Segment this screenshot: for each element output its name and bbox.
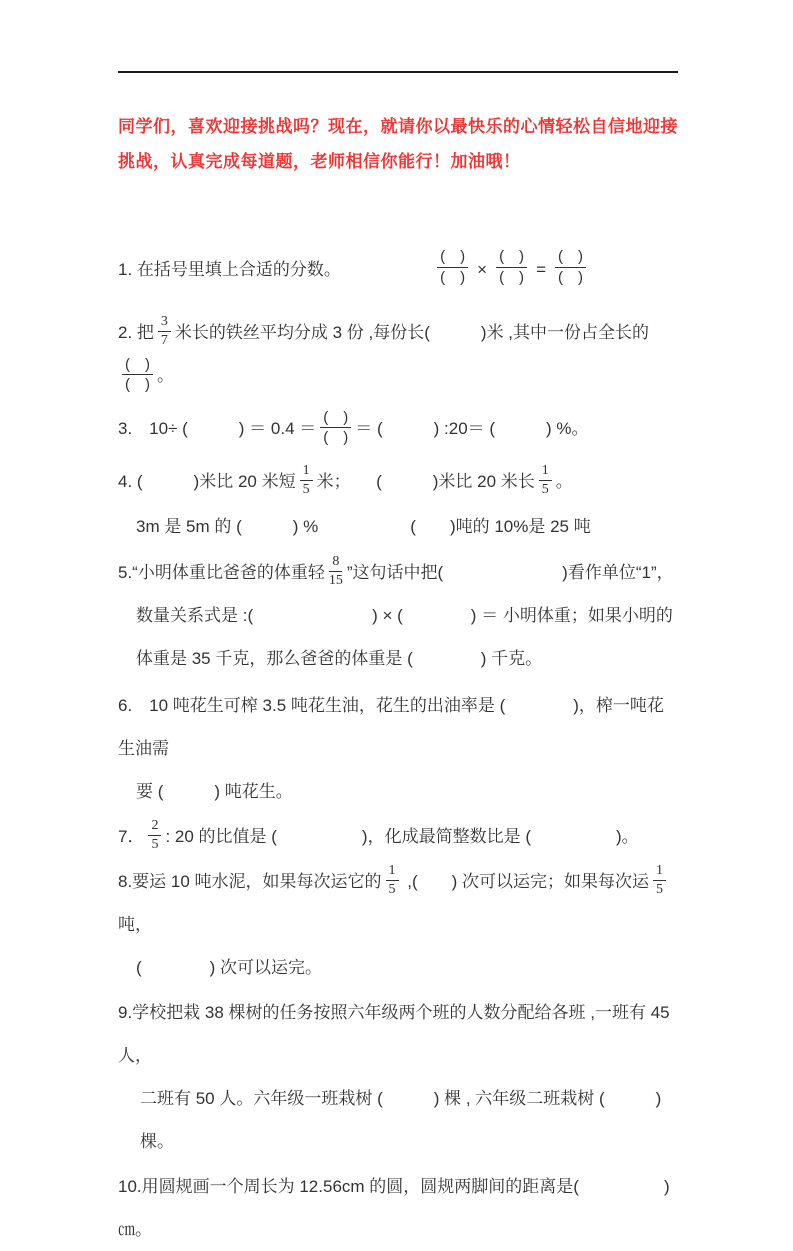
question-2-text — [118, 313, 650, 394]
intro-paragraph — [118, 109, 678, 179]
question-5-part2: ”这句话中把( )看作单位“1”， — [346, 563, 674, 582]
question-2-part2: 米长的铁丝平均分成 3 份 ,每份长( )米 ,其中一份占全长的 — [174, 323, 650, 342]
fraction-denominator: 5 — [541, 482, 549, 498]
question-6 — [118, 684, 678, 813]
question-7-text — [118, 817, 639, 853]
fraction-numerator: ( ) — [496, 248, 527, 267]
blank-fraction — [496, 248, 527, 286]
fraction-denominator: 5 — [302, 482, 310, 498]
fraction-numerator: ( ) — [437, 248, 468, 267]
question-10-line1: 10.用圆规画一个周长为 12.56cm 的圆，圆规两脚间的距离是( )㎝。 — [118, 1177, 670, 1239]
blank-fraction — [320, 409, 351, 447]
question-3-text — [118, 408, 589, 447]
question-4-part2: 米； ( )米比 20 米长 — [316, 472, 535, 491]
fraction-numerator: ( ) — [320, 409, 351, 428]
question-9-line1: 9.学校把栽 38 棵树的任务按照六年级两个班的人数分配给各班 ,一班有 45 人， — [118, 1003, 675, 1065]
question-5-line2: 数量关系式是 :( ) × ( ) ＝ 小明体重；如果小明的 — [136, 606, 673, 625]
intro-text: 同学们，喜欢迎接挑战吗？现在，就请你以最快乐的心情轻松自信地迎接挑战，认真完成每道题，老师相信你能行！加油哦！ — [118, 117, 678, 171]
question-4-part1: 4. ( )米比 20 米短 — [118, 472, 296, 491]
fraction-numerator: 1 — [300, 463, 313, 481]
fraction-denominator: 5 — [151, 837, 159, 853]
question-2 — [118, 311, 678, 397]
question-1-label: 1. — [118, 259, 133, 279]
fraction-3-7 — [158, 314, 171, 349]
fraction-1-5 — [539, 463, 552, 498]
blank-fraction — [555, 248, 586, 286]
question-1-expression — [433, 248, 590, 291]
question-2-part1: 2. 把 — [118, 323, 154, 342]
question-6-line1: 6. 10 吨花生可榨 3.5 吨花生油，花生的出油率是 ( )，榨一吨花生油需 — [118, 696, 664, 758]
blank-fraction — [122, 356, 153, 394]
equals-operator: = — [536, 259, 546, 279]
fraction-numerator: ( ) — [555, 248, 586, 267]
percent-line-left: 3m 是 5m 的 ( ) % — [136, 517, 319, 536]
question-7-part1: 7． — [118, 827, 145, 846]
question-1-prompt: 在括号里填上合适的分数。 — [136, 259, 341, 279]
fraction-1-5 — [300, 463, 313, 498]
worksheet-page — [0, 71, 793, 1251]
question-4-text — [118, 462, 573, 498]
question-5-line3: 体重是 35 千克，那么爸爸的体重是 ( ) 千克。 — [136, 649, 543, 668]
question-3 — [118, 407, 678, 450]
question-4 — [118, 460, 678, 503]
fraction-numerator: 1 — [653, 863, 666, 881]
question-5-line1 — [118, 551, 678, 594]
fraction-2-5 — [148, 818, 161, 853]
fraction-denominator: ( ) — [558, 268, 583, 286]
fraction-numerator: ( ) — [122, 356, 153, 375]
fraction-denominator: ( ) — [499, 268, 525, 286]
question-4-part3: 。 — [555, 472, 573, 491]
fraction-denominator: 5 — [656, 882, 664, 898]
fraction-denominator: ( ) — [323, 429, 349, 447]
question-8-line2: ( ) 次可以运完。 — [136, 958, 323, 977]
question-8-part1: 8.要运 10 吨水泥，如果每次运它的 — [118, 872, 382, 891]
question-8-part3: 吨， — [118, 915, 152, 934]
question-7-part2: : 20 的比值是 ( )，化成最简整数比是 ( )。 — [165, 827, 639, 846]
question-8 — [118, 860, 678, 989]
header-rule — [118, 71, 678, 73]
fraction-denominator: ( ) — [125, 376, 150, 394]
fraction-numerator: 1 — [539, 463, 552, 481]
fraction-1-5 — [386, 863, 399, 898]
question-2-part3: 。 — [157, 366, 174, 385]
question-3-part2: ＝ ( ) :20＝ ( ) %。 — [355, 419, 589, 438]
fraction-numerator: 8 — [329, 554, 342, 572]
fraction-8-15 — [329, 554, 343, 589]
fraction-denominator: ( ) — [440, 268, 466, 286]
question-3-part1: 3. 10÷ ( ) ＝ 0.4 ＝ — [118, 419, 317, 438]
question-9 — [118, 991, 678, 1163]
fraction-denominator: 7 — [160, 333, 168, 349]
question-7 — [118, 815, 678, 858]
multiply-operator: × — [477, 259, 488, 279]
question-6-line2: 要 ( ) 吨花生。 — [136, 782, 293, 801]
fraction-numerator: 3 — [158, 314, 171, 332]
question-5-part1: 5.“小明体重比爸爸的体重轻 — [118, 563, 325, 582]
question-9-line2: 二班有 50 人。六年级一班栽树 ( ) 棵 , 六年级二班栽树 ( ) 棵。 — [140, 1089, 667, 1151]
fraction-denominator: 15 — [328, 573, 343, 589]
fraction-numerator: 1 — [386, 863, 399, 881]
question-1-text — [118, 248, 341, 291]
fraction-denominator: 5 — [388, 882, 396, 898]
fraction-numerator: 2 — [148, 818, 161, 836]
percent-fill-line — [118, 511, 678, 543]
blank-fraction — [437, 248, 468, 286]
question-5 — [118, 551, 678, 680]
question-8-part2: ,( ) 次可以运完；如果每次运 — [402, 872, 650, 891]
percent-line-right: ( )吨的 10%是 25 吨 — [410, 517, 591, 536]
question-8-line1 — [118, 860, 678, 946]
fraction-1-5 — [653, 863, 666, 898]
question-1 — [118, 241, 678, 297]
question-10 — [118, 1165, 678, 1251]
